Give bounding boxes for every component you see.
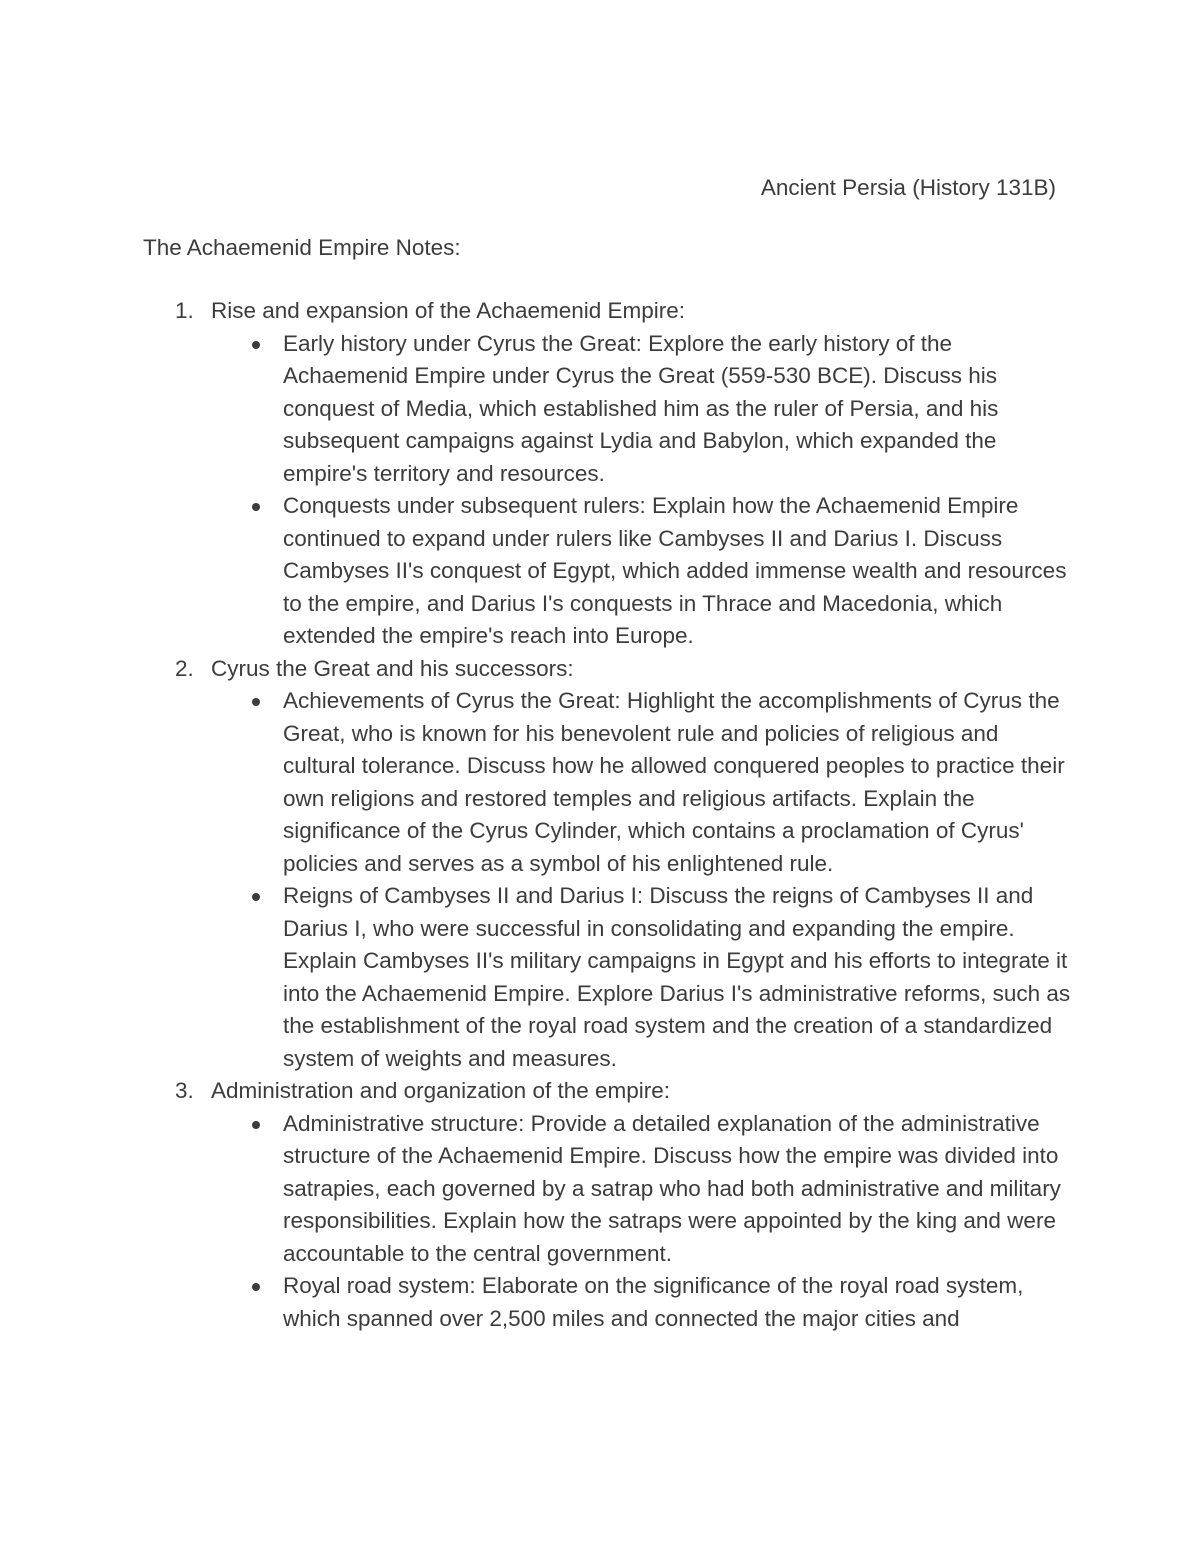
document-title: The Achaemenid Empire Notes: [143,235,461,260]
section-item [175,295,1071,653]
section-heading: Cyrus the Great and his successors: [211,655,574,681]
section-number: 3. [175,1078,194,1103]
bullet-icon [252,503,260,511]
bullet-item [283,1108,1071,1271]
bullet-list [211,1108,1071,1336]
section-heading: Administration and organization of the empire: [211,1078,671,1103]
bullet-icon [252,1121,260,1129]
section-item [175,653,1071,1076]
bullet-text: Conquests under subsequent rulers: Explain how the Achaemenid Empire continued to expand under rulers like Cambyses II and Darius I. Discuss Cambyses II's conquest of Egypt, which added immense wealth and resources to the empire, and Darius I's conquests in Thrace and Macedonia, which extended the empire's reach into Europe. [283,493,1067,648]
bullet-text: Royal road system: Elaborate on the significance of the royal road system, which spanned over 2,500 miles and connected the major cities and [283,1273,1024,1331]
bullet-icon [252,341,260,349]
bullet-list [211,328,1071,653]
bullet-text: Early history under Cyrus the Great: Explore the early history of the Achaemenid Empire under Cyrus the Great (559-530 BCE). Discuss his conquest of Media, which established him as the ruler of Persia, and his subsequent campaigns against Lydia and Babylon, which expanded the empire's territory and resources. [283,330,999,486]
section-item [175,1075,1071,1335]
bullet-icon [252,1283,260,1291]
bullet-text: Achievements of Cyrus the Great: Highlight the accomplishments of Cyrus the Great, who is known for his benevolent rule and policies of religious and cultural tolerance. Discuss how he allowed conquered peoples to practice their own religions and restored temples and religious artifacts. Explain the significance of the Cyrus Cylinder, which contains a proclamation of Cyrus' policies and serves as a symbol of his enlightened rule. [283,688,1065,876]
bullet-list [211,685,1071,1075]
section-number: 1. [175,298,194,323]
bullet-item [283,1270,1071,1335]
bullet-text: Reigns of Cambyses II and Darius I: Discuss the reigns of Cambyses II and Darius I, who were successful in consolidating and expanding the empire. Explain Cambyses II's military campaigns in Egypt and his efforts to integrate it into the Achaemenid Empire. Explore Darius I's administrative reforms, such as the establishment of the royal road system and the creation of a standardized system of weights and measures. [283,883,1071,1071]
bullet-icon [252,698,260,706]
bullet-item [283,685,1071,880]
bullet-item [283,328,1071,491]
bullet-item [283,490,1071,653]
section-list [175,295,1071,1335]
bullet-icon [252,893,260,901]
section-heading: Rise and expansion of the Achaemenid Empire: [211,298,686,323]
bullet-text: Administrative structure: Provide a detailed explanation of the administrative structure of the Achaemenid Empire. Discuss how the empire was divided into satrapies, each governed by a satrap who had both administrative and military responsibilities. Explain how the satraps were appointed by the king and were accountable to the central government. [283,1110,1061,1266]
section-number: 2. [175,655,194,681]
bullet-item [283,880,1071,1075]
course-header: Ancient Persia (History 131B) [760,175,1056,200]
